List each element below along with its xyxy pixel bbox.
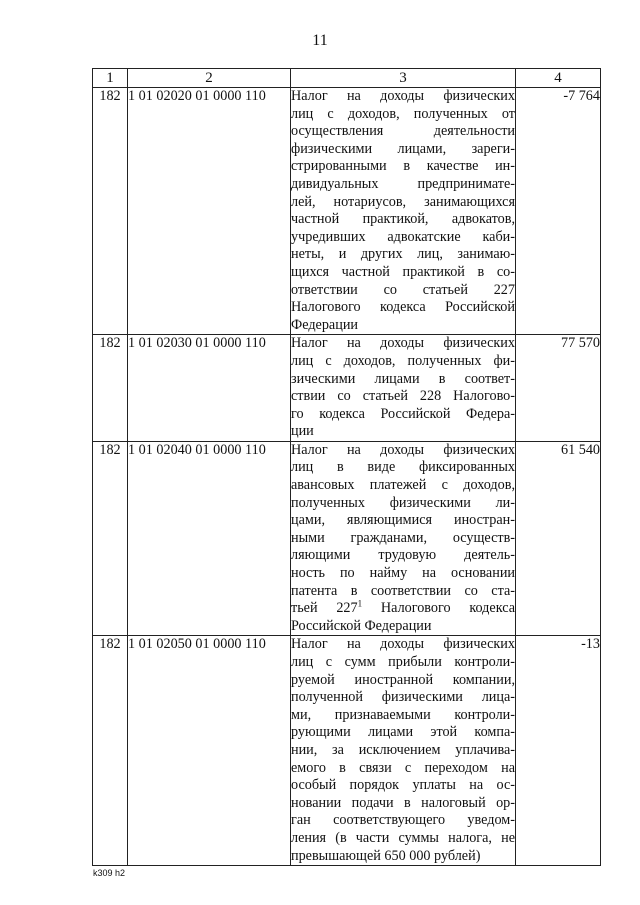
revenue-name bbox=[291, 636, 516, 866]
name-line: лиц с сумм прибыли контроли- bbox=[291, 654, 515, 670]
name-line: рующими лицами этой компа- bbox=[291, 724, 515, 741]
name-line: щихся частной практикой в со- bbox=[291, 263, 515, 280]
name-line: ления (в части суммы налога, не bbox=[291, 829, 515, 846]
name-line: Налог на доходы физических bbox=[291, 441, 515, 458]
budget-classification-code: 1 01 02050 01 0000 110 bbox=[128, 636, 291, 866]
name-line: ность по найму на основании bbox=[291, 565, 515, 582]
column-header-3: 3 bbox=[291, 69, 516, 88]
name-line: руемой иностранной компании, bbox=[291, 671, 515, 688]
name-line: учредивших адвокатские каби- bbox=[291, 228, 515, 245]
column-header-2: 2 bbox=[128, 69, 291, 88]
table-header-row bbox=[93, 69, 601, 88]
name-line: осуществления деятельности bbox=[291, 123, 515, 140]
name-line: зическими лицами в соответ- bbox=[291, 370, 515, 387]
name-line: стрированными в качестве ин- bbox=[291, 158, 515, 175]
administrator-code: 182 bbox=[93, 441, 128, 636]
name-line: полученных физическими ли- bbox=[291, 494, 515, 511]
revenue-name bbox=[291, 88, 516, 335]
amount: 61 540 bbox=[516, 441, 601, 636]
name-line: цами, являющимися иностран- bbox=[291, 512, 515, 529]
name-line: лиц с доходов, полученных от bbox=[291, 105, 515, 122]
name-line: Российской Федерации bbox=[291, 617, 432, 634]
name-line: ган соответствующего уведом- bbox=[291, 812, 515, 829]
amount: 77 570 bbox=[516, 335, 601, 442]
budget-classification-code: 1 01 02020 01 0000 110 bbox=[128, 88, 291, 335]
name-line: нии, за исключением уплачива- bbox=[291, 741, 515, 758]
article-superscript: 1 bbox=[357, 598, 363, 609]
footer-code: k309 h2 bbox=[93, 868, 126, 878]
name-line: Налогового кодекса Российской bbox=[291, 299, 515, 316]
budget-classification-code: 1 01 02040 01 0000 110 bbox=[128, 441, 291, 636]
name-line: частной практикой, адвокатов, bbox=[291, 211, 515, 228]
name-line: ции bbox=[291, 423, 314, 440]
name-line: превышающей 650 000 рублей) bbox=[291, 847, 481, 864]
name-line: емого в связи с переходом на bbox=[291, 759, 515, 776]
revenue-name bbox=[291, 335, 516, 442]
name-line: лиц в виде фиксированных bbox=[291, 459, 515, 476]
name-line: полученной физическими лица- bbox=[291, 689, 515, 706]
table-row bbox=[93, 88, 601, 335]
name-line-part: Налогового кодекса bbox=[362, 600, 516, 617]
name-line: неты, и других лиц, занимаю- bbox=[291, 246, 515, 263]
name-line: лиц с доходов, полученных фи- bbox=[291, 352, 515, 369]
budget-revenue-table bbox=[92, 68, 601, 866]
administrator-code: 182 bbox=[93, 88, 128, 335]
name-line: ми, признаваемыми контроли- bbox=[291, 706, 515, 723]
name-line: ляющими трудовую деятель- bbox=[291, 547, 515, 564]
name-line-with-superscript bbox=[291, 600, 515, 618]
name-line: авансовых платежей с доходов, bbox=[291, 477, 515, 494]
table-row bbox=[93, 441, 601, 636]
name-line: Налог на доходы физических bbox=[291, 636, 515, 653]
table-row bbox=[93, 636, 601, 866]
budget-classification-code: 1 01 02030 01 0000 110 bbox=[128, 335, 291, 442]
name-line: дивидуальных предпринимате- bbox=[291, 175, 515, 192]
column-header-1: 1 bbox=[93, 69, 128, 88]
name-line: ответствии со статьей 227 bbox=[291, 281, 515, 298]
name-line: физическими лицами, зареги- bbox=[291, 140, 515, 157]
name-line: Налог на доходы физических bbox=[291, 88, 515, 104]
name-line: лей, нотариусов, занимающихся bbox=[291, 193, 515, 210]
name-line: новании подачи в налоговый ор- bbox=[291, 794, 515, 811]
administrator-code: 182 bbox=[93, 335, 128, 442]
page-number: 11 bbox=[312, 32, 328, 49]
name-line: ными гражданами, осуществ- bbox=[291, 529, 515, 546]
administrator-code: 182 bbox=[93, 636, 128, 866]
column-header-4: 4 bbox=[516, 69, 601, 88]
revenue-name bbox=[291, 441, 516, 636]
name-line: ствии со статьей 228 Налогово- bbox=[291, 388, 515, 405]
table-row bbox=[93, 335, 601, 442]
name-line: го кодекса Российской Федера- bbox=[291, 405, 515, 422]
name-line: особый порядок уплаты на ос- bbox=[291, 777, 515, 794]
amount: -13 bbox=[516, 636, 601, 866]
amount: -7 764 bbox=[516, 88, 601, 335]
name-line-part: тьей 227 bbox=[291, 600, 358, 617]
name-line: Налог на доходы физических bbox=[291, 335, 515, 352]
name-line: патента в соответствии со ста- bbox=[291, 582, 515, 599]
name-line: Федерации bbox=[291, 316, 359, 333]
